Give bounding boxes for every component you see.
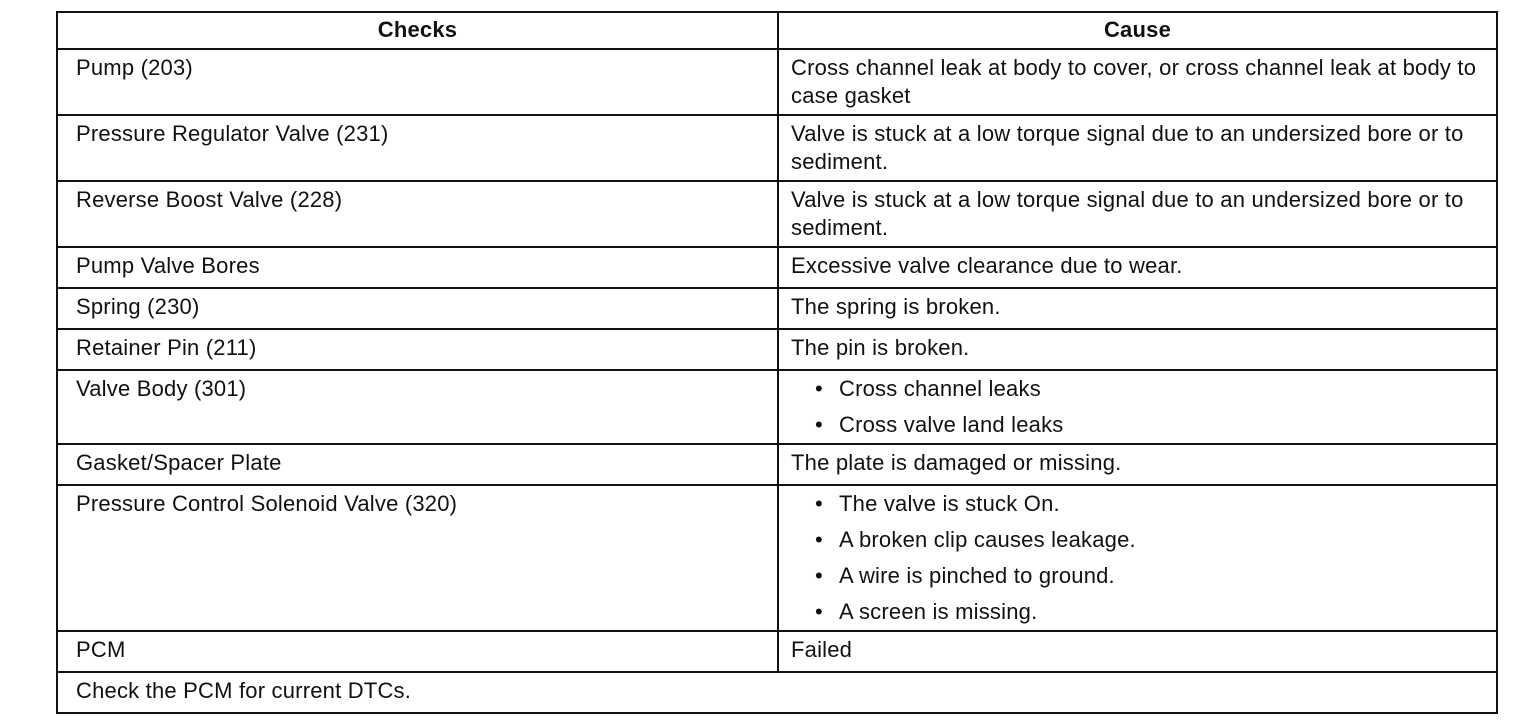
- check-cell: Retainer Pin (211): [57, 329, 778, 370]
- cause-cell: Valve is stuck at a low torque signal due to an undersized bore or to sediment.: [778, 115, 1497, 181]
- check-cell: Pressure Regulator Valve (231): [57, 115, 778, 181]
- note-row: [57, 672, 1497, 713]
- check-cell: Pressure Control Solenoid Valve (320): [57, 485, 778, 631]
- header-row: [57, 12, 1497, 49]
- cause-bullet-text: A wire is pinched to ground.: [839, 563, 1115, 588]
- cause-cell: Cross channel leak at body to cover, or cross channel leak at body to case gasket: [778, 49, 1497, 115]
- cause-bullet-item: [791, 375, 1484, 403]
- check-cell: Spring (230): [57, 288, 778, 329]
- check-cell: Valve Body (301): [57, 370, 778, 444]
- cause-cell: Failed: [778, 631, 1497, 672]
- table-row: [57, 181, 1497, 247]
- check-cell: PCM: [57, 631, 778, 672]
- table-row: [57, 115, 1497, 181]
- cause-bullet-item: [791, 411, 1484, 439]
- cause-cell: Excessive valve clearance due to wear.: [778, 247, 1497, 288]
- cause-bullet-list: [791, 375, 1484, 439]
- table-row: [57, 247, 1497, 288]
- bullet-icon: •: [815, 376, 823, 401]
- table-row: [57, 288, 1497, 329]
- cause-bullet-text: A screen is missing.: [839, 599, 1038, 624]
- checks-header: Checks: [57, 12, 778, 49]
- cause-bullet-list: [791, 490, 1484, 626]
- check-cell: Pump (203): [57, 49, 778, 115]
- cause-cell: The spring is broken.: [778, 288, 1497, 329]
- cause-cell: [778, 485, 1497, 631]
- cause-bullet-item: [791, 526, 1484, 554]
- cause-bullet-text: Cross channel leaks: [839, 376, 1041, 401]
- cause-bullet-text: A broken clip causes leakage.: [839, 527, 1136, 552]
- cause-cell: The pin is broken.: [778, 329, 1497, 370]
- cause-bullet-item: [791, 598, 1484, 626]
- note-cell: Check the PCM for current DTCs.: [57, 672, 1497, 713]
- cause-bullet-item: [791, 490, 1484, 518]
- table-row: [57, 329, 1497, 370]
- bullet-icon: •: [815, 527, 823, 552]
- check-cell: Pump Valve Bores: [57, 247, 778, 288]
- cause-bullet-text: The valve is stuck On.: [839, 491, 1060, 516]
- table-row: [57, 485, 1497, 631]
- table-row: [57, 49, 1497, 115]
- cause-bullet-text: Cross valve land leaks: [839, 412, 1064, 437]
- bullet-icon: •: [815, 412, 823, 437]
- cause-cell: Valve is stuck at a low torque signal due to an undersized bore or to sediment.: [778, 181, 1497, 247]
- table-row: [57, 370, 1497, 444]
- cause-cell: The plate is damaged or missing.: [778, 444, 1497, 485]
- cause-bullet-item: [791, 562, 1484, 590]
- bullet-icon: •: [815, 563, 823, 588]
- table-row: [57, 631, 1497, 672]
- check-cell: Gasket/Spacer Plate: [57, 444, 778, 485]
- cause-cell: [778, 370, 1497, 444]
- cause-header: Cause: [778, 12, 1497, 49]
- table-row: [57, 444, 1497, 485]
- bullet-icon: •: [815, 599, 823, 624]
- diagnostic-table: [56, 11, 1498, 714]
- bullet-icon: •: [815, 491, 823, 516]
- check-cell: Reverse Boost Valve (228): [57, 181, 778, 247]
